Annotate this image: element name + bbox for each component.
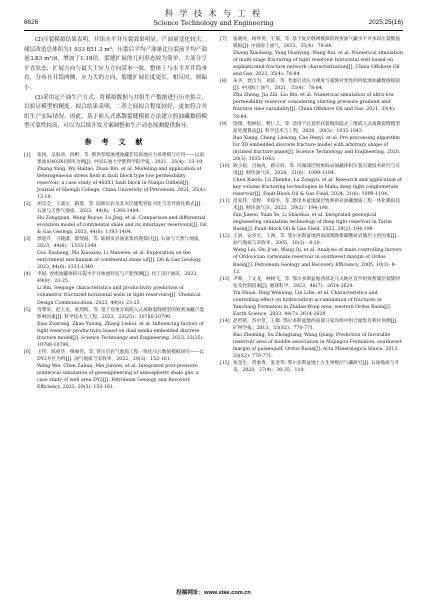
reference-item <box>220 276 403 290</box>
reference-text: 郭旭升，马晓潇，黎茂稳，等. 陆相页岩油富集机理探讨[J]. 石油与天然气地质，2023，44(6)：1333-1349. <box>37 237 204 250</box>
reference-item <box>24 321 207 349</box>
reference-text: 陈小稳，吕振虎，路宗羽，等. 玛湖深层致密砾岩油藏体积压裂关键技术研究与应用[J]. 断块油气田，2024，31(6)：1099-1104. <box>233 163 401 176</box>
reference-item <box>24 271 207 285</box>
reference-number: [2] <box>24 201 31 207</box>
reference-item <box>220 78 403 92</box>
reference-text: 范家伟，袁野，李琼华，等. 塔里木盆地深层致密砂岩油藏地质工程一体化模拟技术[J]. 断块油气田，2022，29(2)：194-198. <box>233 199 401 212</box>
reference-text: 李斌. 致密油藏体积压裂水平井渗流特征与产能预测[J]. 化工设计通讯，2023，49(8)：23-25. <box>37 272 202 285</box>
reference-item <box>220 332 403 360</box>
reference-text: Hu Zongquan, Wang Ruyue, Lu Jing, et al. Comparison and differential evolution model of continental shale and its interlayer reservoirs[J]. Oil & Gas Geology, 2023, 44(6): 1393-1404. <box>37 215 207 236</box>
page-number: 6626 <box>24 19 39 26</box>
reference-number: [1] <box>24 152 31 158</box>
reference-item <box>220 212 403 233</box>
reference-text: Fan Jiawei, Yuan Ye, Li Shaohua. et al. Integrated geological engineering simulation technology of deep tight reservoir in Tarim Basin[J]. Fault-Block Oil & Gas Field, 2022, 29(2): 194-198. <box>233 213 392 233</box>
reference-item <box>24 307 207 321</box>
reference-text: 胡宗全，王濡岳，路菁，等. 陆相页岩及其夹层储集特征对比与差异演化模式[J]. 石油与天然气地质，2023，44(6)：1393-1404. <box>37 201 202 214</box>
reference-text: Wang Lei, Shi Ji'an, Wang Qi, et al. Analysis of main controlling factors of Ordovician carbonate reservoir in southwest margin of Ordos Basin[J]. Petroleum Geology and Recovery Efficiency, 2005, 10(3): 8-12. <box>233 248 402 275</box>
conclusion-paragraph-2: (2)压裂模拟结果表明，井组水平井压裂效果明显，产油量变化较大。储层改造总体积为1 933 851.3 m³，压裂后平均产油量比压裂前平均产油量3.83 m³/d，增加了1.18倍。裂缝扩展的几何形态较为简单，大部分呈平直状态，扩展方向与最大主应力方向基本一致，整体上与水平井井筒垂直，分布在井筒两侧，应力大的方向，裂缝扩展长度更长，相反时，则偏小。 <box>24 37 207 91</box>
reference-text: 张晓亮，杨怀英，王瑞，等. 基于复杂缝网模拟的致密油气藏水平井多段压裂数值模拟[J]. 中国海上油气，2023，35(4)：78-84. <box>233 37 401 50</box>
conclusion-paragraph-3: (3)采用定产油生产方式，将模拟数据与井组生产数据进行历史拟合，以验证模型的精度。拟合结果表明，二者之间拟合程度较好，更加符合井组生产实际情况。因此，基于嵌入式离散裂缝模拟方法建立的油藏数值模型可靠性较高，可以为后续开发方案调整和生产动态预测提供指导。 <box>24 94 207 130</box>
reference-list-right <box>220 36 403 374</box>
reference-text: Yin Shuai, Ding Wenlong, Lin Lifei, et al. Characteristics and controlling effect on hydrocarbon accumulation of fractures in Yanchang Formation in Zhidan-Wuqi area, western Ordos Basin[J]. Earth Science, 2023, 48(7): 2614-2629. <box>233 290 392 317</box>
reference-text: 朱争，贾自力，刘滨，等. 考虑启动压力梯度与裂缝对变性的特低渗油藏数值模拟[J]. 中国海上油气，2021，33(4)：78-84. <box>233 79 401 92</box>
references-heading: 参 考 文 献 <box>84 138 147 146</box>
reference-item <box>220 198 403 212</box>
reference-item <box>220 36 403 50</box>
reference-item <box>220 92 403 120</box>
reference-item <box>220 163 403 177</box>
reference-item <box>24 349 207 363</box>
reference-list-left <box>24 152 207 392</box>
reference-text: Rao Xiang, Cheng Linsong, Cao Renyi, et al. Pre-processing algorithm for 3D embedded discrete fracture model with arbitrary shape of inclined fracture plane[J]. Science Technology and Engineering, 2020, 20(3): 1035-1043. <box>233 135 401 162</box>
reference-item <box>24 215 207 236</box>
reference-number: [14] <box>220 318 230 324</box>
reference-item <box>220 177 403 198</box>
reference-item <box>220 121 403 135</box>
reference-item <box>220 360 403 374</box>
reference-text: Zhang Xiaoliang, Yang Huaiying, Wang Rui, et al. Numerical simulation of multi-stage fracturing of tight reservoir horizontal well based on sophisticated fracture network characterization[J]. China Offshore Oil and Gas, 2023, 35(4): 78-84. <box>233 51 403 78</box>
reference-text: Guo Xusheng, Ma Xiaoxiao, Li Maowen, et al. Exploration on the enrichment mechanism of continental shale oil[J]. Oil & Gas Geology, 2023, 44(6): 1333-1349. <box>37 251 202 271</box>
reference-item <box>220 290 403 318</box>
reference-text: 王晨，安巫宏，王洲，等. 鄂尔多斯盆地西南部奥陶系碳酸盐岩储层主控因素[J]. 油气地质与采收率，2005，10(3)：8-10. <box>233 234 398 247</box>
reference-item <box>24 250 207 271</box>
reference-text: 张扬，吴海涛，段彬，等. 断块型低渗透油藏非均质地应力场建模与应用——以南堡油田403X1断块为例[J]. 中国石油大学胜利学院学报，2021，35(4)：13-19. <box>37 152 205 165</box>
reference-number: [4] <box>24 272 31 278</box>
reference-item <box>220 233 403 247</box>
reference-text: Xiao Zunrong, Zhao Yulong, Zhang Liehui, et al. Influencing factors of tight reservoir productivity based on dual media embedded discrete fracture model[J]. Science Technology and Engineering, 2023, 23(25): 10780-10790. <box>37 321 204 348</box>
reference-text: Wang Wei, Chen Zuhua, Mei Junwei, et al. Integrated post-pressure numerical simulation of geoengineering of atmospheric shale gas: a case study of well area DY2[J]. Petroleum Geology and Recovery Efficiency, 2022, 29(3): 153-161. <box>37 363 199 391</box>
reference-item <box>24 236 207 250</box>
reference-item <box>220 135 403 163</box>
journal-title-cn: 科 学 技 术 与 工 程 <box>164 9 263 18</box>
reference-text: 饶翔，程林松，曹仁义，等. 适用于任意形状裂缝的隐式三维嵌入式离散裂缝模型前处理算法[J]. 科学技术与工程，2020，20(3)：1035-1043. <box>233 121 401 134</box>
reference-number: [5] <box>24 307 31 313</box>
reference-text: 张金生，常象春，张金华. 鄂尔多斯盆地上古生界煤层气藏研究[J]. 石油地质与开采，2020，27(4)：30-35，110- <box>233 361 400 374</box>
reference-text: Chen Xiaolu, Lü Zhenhu, Lu Zongyu, et al. Research and application of key volume fracturing technologies in Mahu deep tight conglomerate reservoir[J]. Fault-Block Oil & Gas Field, 2024, 31(6): 1099-1104. <box>233 177 402 198</box>
reference-number: [9] <box>220 121 227 127</box>
reference-text: 尹帅，丁文龙，林树飞，等. 鄂尔多斯盆地西部北马关地区直罗组致密储层裂缝特征及控制因素[J]. 地球科学，2023，48(7)：2614-2629. <box>233 276 401 289</box>
left-column <box>24 36 207 391</box>
volume-issue: 2025,25(16) <box>368 19 403 26</box>
header-rule <box>24 30 403 31</box>
reference-text: Zhu Zheng, Jia Zili, Liu Bin, et al. Numerical simulation of ultra-low permeability reservoir considering starting pressure gradient and fracture time variability[J]. China Offshore Oil and Gas, 2021, 33(4): 78-84. <box>233 93 396 120</box>
reference-item <box>24 363 207 391</box>
reference-text: Li Bin. Seepage characteristics and productivity prediction of volumetric fractured horizontal wells in tight reservoirs[J]. Chemical Design Communication, 2023, 49(8): 23-25. <box>37 286 201 306</box>
reference-item <box>220 247 403 275</box>
reference-text: 赵哲铭，苏中堂，王薇. 鄂尔多斯盆地西南部马家沟组中组合储集有利区预测[J]. 矿物学报，2013，33(S2)：770-771. <box>233 318 398 331</box>
reference-text: 王伟，陈祖华，梅俊伟，等. 常压页岩气地质工程一体化压后数值模拟研究——以DY2井区为例[J]. 油气地质与采收率，2022，29(3)：153-161. <box>37 349 205 362</box>
reference-number: [6] <box>24 349 31 355</box>
reference-item <box>24 152 207 166</box>
reference-item <box>220 318 403 332</box>
reference-text: Zhang Yang, Wu Haitao, Duan Bin, et al. Modeling and application of heterogeneous stress field in fault block type low permeability reservoir: a case study of 403X1 fault block in Nanpu Oilfield[J]. Journal of Shengli College, China University of Petroleum, 2021, 35(4): 13-19. <box>37 166 207 200</box>
journal-title-en: Science Technology and Engineering <box>153 19 274 27</box>
submission-url: 投稿网址：www.stae.com.cn <box>176 590 251 596</box>
reference-text: Bao Zheming, Su Zhongtang, Wang Qiang. Prediction of favorable reservoir area of middle association in Majiagou Formation, southwest margin of palaeogulf, Ordos Basin[J]. Acta Mineralogica Sinica, 2013, 33(S2): 770-771. <box>233 332 402 360</box>
reference-item <box>24 201 207 215</box>
reference-text: 肖尊荣，赵玉龙，张烈辉，等. 基于双重介质嵌入式离散裂缝模型的致密油藏产能影响因素[J]. 科学技术与工程，2023，23(25)：10780-10790. <box>37 307 205 320</box>
reference-item <box>220 50 403 78</box>
reference-number: [8] <box>220 79 227 85</box>
reference-number: [13] <box>220 276 230 282</box>
reference-number: [10] <box>220 163 230 169</box>
reference-number: [15] <box>220 361 230 367</box>
running-header <box>24 19 403 29</box>
right-column <box>220 36 403 374</box>
reference-number: [12] <box>220 234 230 240</box>
reference-number: [3] <box>24 237 31 243</box>
reference-number: [11] <box>220 199 230 205</box>
reference-item <box>24 285 207 306</box>
reference-item <box>24 166 207 201</box>
reference-number: [7] <box>220 37 227 42</box>
